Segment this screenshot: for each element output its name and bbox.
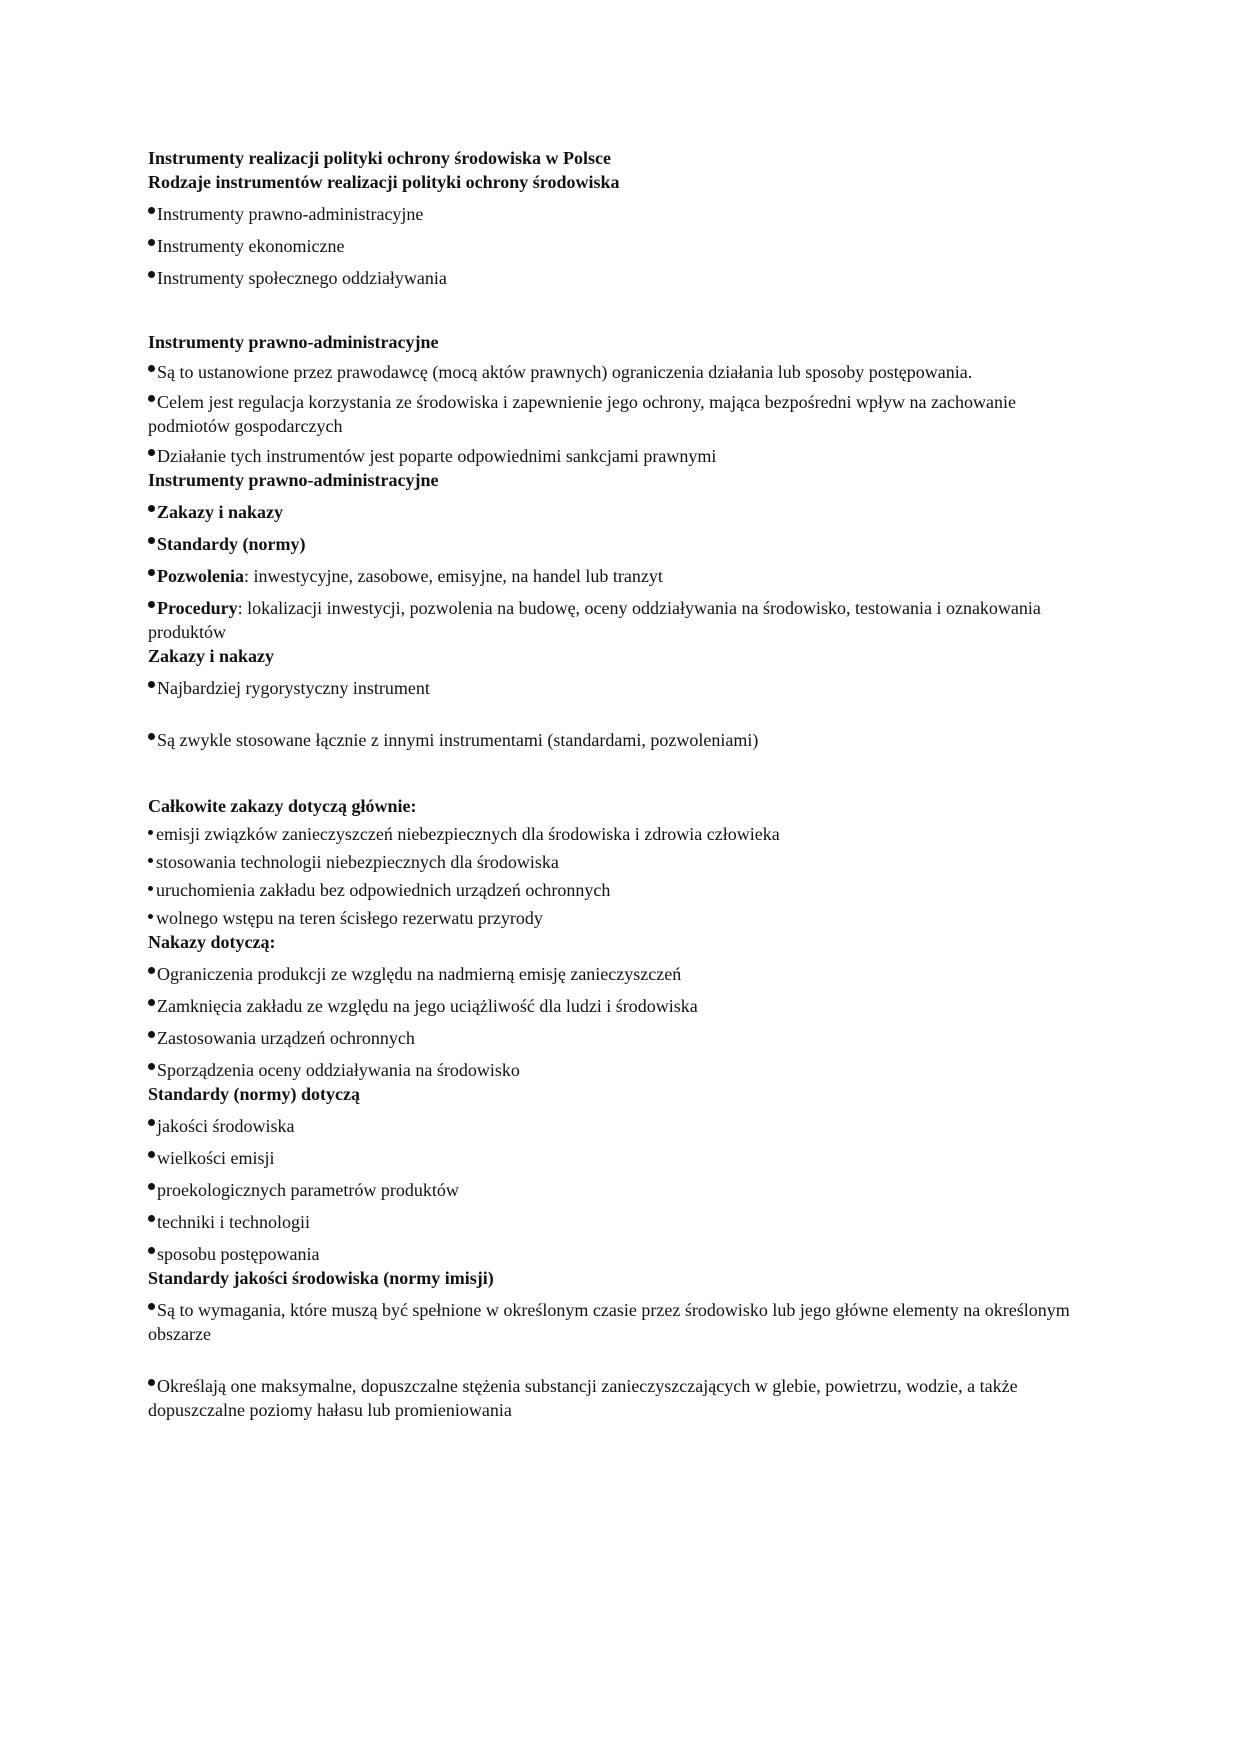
list-item: stosowania technologii niebezpiecznych dla środowiska [148, 850, 1098, 874]
section-heading-types: Rodzaje instrumentów realizacji polityki ochrony środowiska [148, 172, 620, 192]
bullet-icon [148, 1379, 155, 1386]
bullet-icon [148, 239, 155, 246]
bullet-icon [148, 733, 155, 740]
list-item: techniki i technologii [148, 1210, 1098, 1234]
section-heading-prawno-administracyjne: Instrumenty prawno-administracyjne [148, 332, 439, 352]
list-item: emisji związków zanieczyszczeń niebezpiecznych dla środowiska i zdrowia człowieka [148, 822, 1098, 846]
bullet-icon [148, 1063, 155, 1070]
list-item: Określają one maksymalne, dopuszczalne stężenia substancji zanieczyszczających w glebie, powietrzu, wodzie, a także dopuszczalne poziomy hałasu lub promieniowania [148, 1376, 1018, 1420]
bullet-icon [148, 1303, 155, 1310]
document-title: Instrumenty realizacji polityki ochrony środowiska w Polsce [148, 148, 611, 168]
list-item: Są to wymagania, które muszą być spełnione w określonym czasie przez środowisko lub jego główne elementy na określonym obszarze [148, 1300, 1070, 1344]
list-item: Standardy (normy) [148, 532, 1098, 556]
list-item: proekologicznych parametrów produktów [148, 1178, 1098, 1202]
bullet-icon [148, 601, 155, 608]
bullet-icon [148, 1183, 155, 1190]
bullet-icon [148, 858, 153, 863]
bullet-icon [148, 505, 155, 512]
list-item: Instrumenty ekonomiczne [148, 234, 1098, 258]
list-item: Zastosowania urządzeń ochronnych [148, 1026, 1098, 1050]
bullet-icon [148, 569, 155, 576]
list-item: Ograniczenia produkcji ze względu na nadmierną emisję zanieczyszczeń [148, 962, 1098, 986]
bullet-icon [148, 537, 155, 544]
section-heading-nakazy: Nakazy dotyczą: [148, 932, 276, 952]
list-item: jakości środowiska [148, 1114, 1098, 1138]
list-item: Są to ustanowione przez prawodawcę (mocą aktów prawnych) ograniczenia działania lub sposoby postępowania. [148, 360, 1098, 384]
bullet-icon [148, 967, 155, 974]
bullet-icon [148, 999, 155, 1006]
list-item: Zamknięcia zakładu ze względu na jego uciążliwość dla ludzi i środowiska [148, 994, 1098, 1018]
list-item: Działanie tych instrumentów jest poparte odpowiednimi sankcjami prawnymi [148, 444, 1098, 468]
bullet-icon [148, 1151, 155, 1158]
section-heading-prawno-administracyjne-2: Instrumenty prawno-administracyjne [148, 470, 439, 490]
bullet-icon [148, 1247, 155, 1254]
list-item: Sporządzenia oceny oddziaływania na środowisko [148, 1058, 1098, 1082]
bullet-icon [148, 681, 155, 688]
list-item: Celem jest regulacja korzystania ze środowiska i zapewnienie jego ochrony, mająca bezpośredni wpływ na zachowanie podmiotów gospodarczych [148, 392, 1016, 436]
list-item: wielkości emisji [148, 1146, 1098, 1170]
bullet-icon [148, 449, 155, 456]
document-content [148, 146, 1098, 1422]
section-heading-standardy-jakosci: Standardy jakości środowiska (normy imisji) [148, 1268, 494, 1288]
bullet-icon [148, 271, 155, 278]
bullet-icon [148, 1119, 155, 1126]
bullet-icon [148, 1031, 155, 1038]
list-item: Instrumenty prawno-administracyjne [148, 202, 1098, 226]
bullet-icon [148, 830, 153, 835]
section-heading-calkowite-zakazy: Całkowite zakazy dotyczą głównie: [148, 796, 417, 816]
bullet-icon [148, 365, 155, 372]
list-item: Procedury: lokalizacji inwestycji, pozwolenia na budowę, oceny oddziaływania na środowisko, testowania i oznakowania produktów [148, 598, 1041, 642]
section-heading-zakazy-nakazy: Zakazy i nakazy [148, 646, 275, 666]
bullet-icon [148, 207, 155, 214]
list-item: Zakazy i nakazy [148, 500, 1098, 524]
section-heading-standardy: Standardy (normy) dotyczą [148, 1084, 360, 1104]
bullet-icon [148, 1215, 155, 1222]
list-item: wolnego wstępu na teren ścisłego rezerwatu przyrody [148, 906, 1098, 930]
bullet-icon [148, 886, 153, 891]
list-item: Są zwykle stosowane łącznie z innymi instrumentami (standardami, pozwoleniami) [148, 728, 1098, 752]
list-item: Instrumenty społecznego oddziaływania [148, 266, 1098, 290]
bullet-icon [148, 395, 155, 402]
list-item: sposobu postępowania [148, 1242, 1098, 1266]
list-item: Najbardziej rygorystyczny instrument [148, 676, 1098, 700]
bullet-icon [148, 914, 153, 919]
list-item: Pozwolenia: inwestycyjne, zasobowe, emisyjne, na handel lub tranzyt [148, 564, 1098, 588]
list-item: uruchomienia zakładu bez odpowiednich urządzeń ochronnych [148, 878, 1098, 902]
